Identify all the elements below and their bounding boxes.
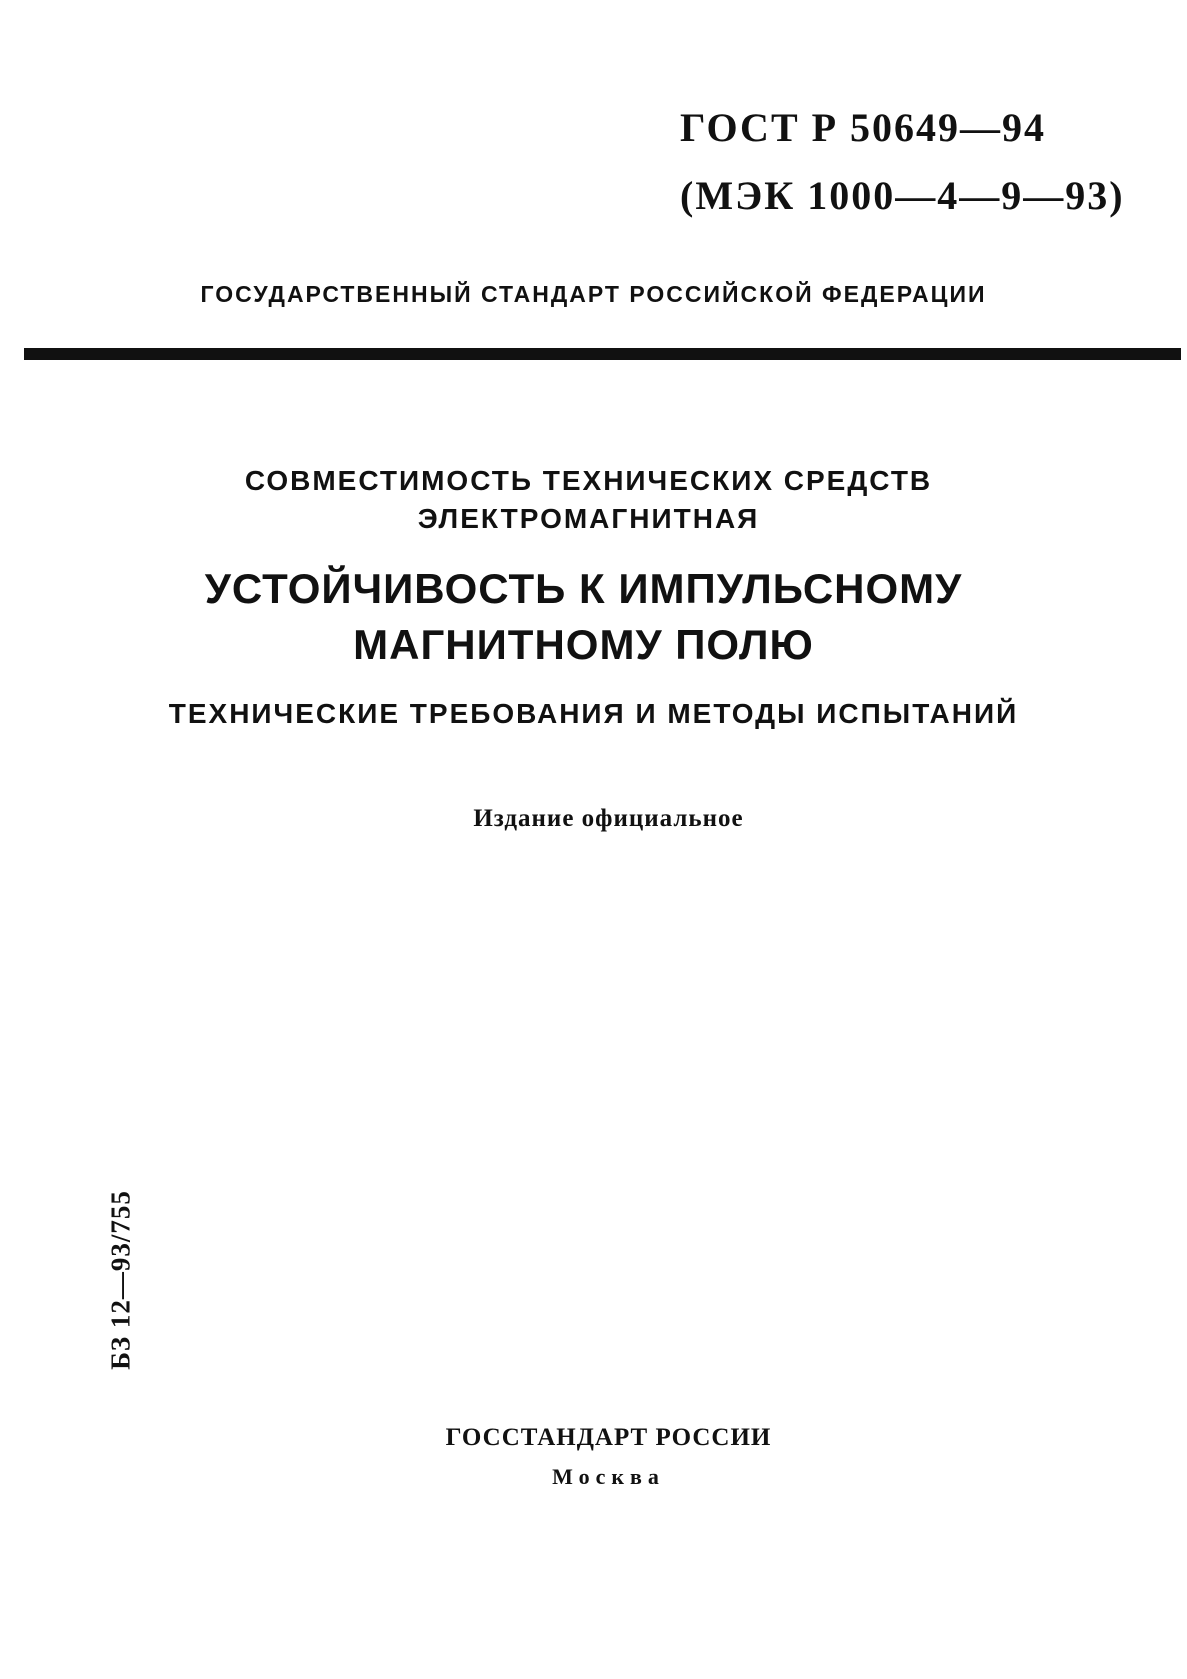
state-standard-heading: ГОСУДАРСТВЕННЫЙ СТАНДАРТ РОССИЙСКОЙ ФЕДЕРАЦИИ (200, 281, 987, 307)
iec-number: (МЭК 1000—4—9—93) (680, 173, 1125, 218)
edition-label: Издание официальное (473, 805, 744, 832)
side-code: БЗ 12—93/755 (105, 1190, 136, 1370)
standard-number: ГОСТ Р 50649—94 (680, 105, 1047, 150)
main-title-line-2: МАГНИТНОМУ ПОЛЮ (353, 621, 814, 668)
requirements-subtitle: ТЕХНИЧЕСКИЕ ТРЕБОВАНИЯ И МЕТОДЫ ИСПЫТАНИЙ (168, 698, 1019, 729)
city: Москва (552, 1464, 665, 1489)
subject-line-1: СОВМЕСТИМОСТЬ ТЕХНИЧЕСКИХ СРЕДСТВ (244, 465, 933, 496)
horizontal-rule (24, 348, 1181, 360)
publisher: ГОССТАНДАРТ РОССИИ (445, 1424, 772, 1451)
main-title-line-1: УСТОЙЧИВОСТЬ К ИМПУЛЬСНОМУ (204, 565, 963, 612)
subject-line-2: ЭЛЕКТРОМАГНИТНАЯ (417, 503, 760, 534)
